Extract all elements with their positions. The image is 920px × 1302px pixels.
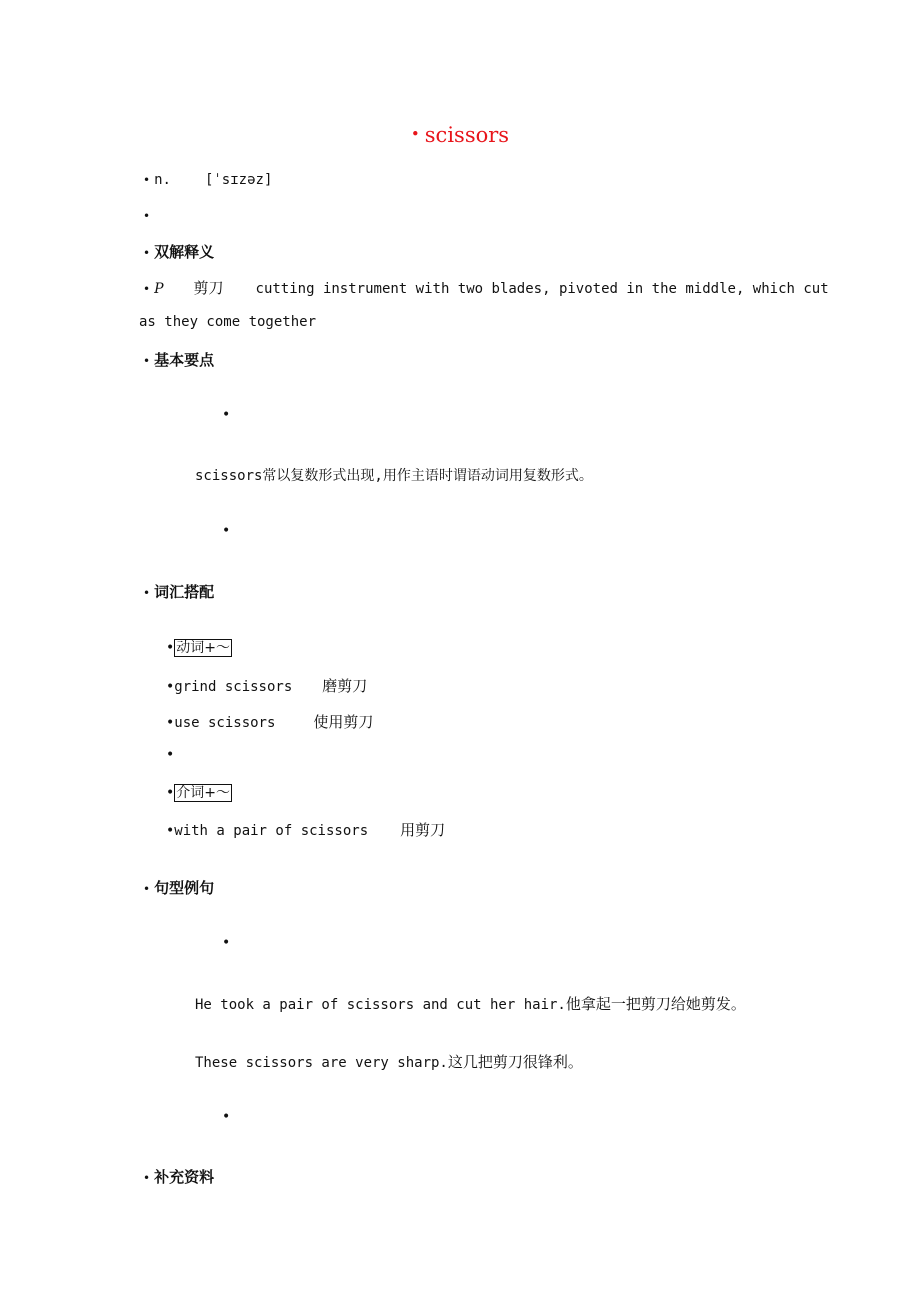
definition-zh: 剪刀 [193,279,224,297]
bullet-icon: • [143,882,151,896]
pos-label: n. [154,172,171,188]
heading-text: 双解释义 [154,243,215,261]
example-sentence [195,993,746,1014]
key-point-text [195,465,593,485]
section-heading-examples [143,877,214,898]
definition-code: P [154,281,164,297]
bullet-icon: • [166,679,175,695]
bullet-icon: • [143,282,151,296]
bullet-icon: • [222,407,231,423]
section-heading-collocations [143,581,214,602]
collocation-group-2 [166,782,232,802]
example-sentence [195,1051,583,1072]
bullet-icon: • [166,785,175,801]
collocation-item [166,711,373,732]
bullet-icon: • [166,640,175,656]
bullet-icon: • [410,125,420,143]
headword: scissors [424,123,510,147]
key-point-sentence: scissors常以复数形式出现,用作主语时谓语动词用复数形式。 [195,468,593,484]
collocation-group-label: 介词+〜 [176,785,230,801]
definition-en: cutting instrument with two blades, pivoted in the middle, which cut [255,281,829,297]
example-en: He took a pair of scissors and cut her hair. [195,997,566,1013]
example-zh: 这几把剪刀很锋利。 [447,1053,583,1071]
definition-en-continued: as they come together [139,314,317,330]
phonetic: [ˈsɪzəz] [204,172,273,188]
bullet-icon: • [166,747,175,763]
heading-text: 基本要点 [154,351,215,369]
bullet-icon: • [222,523,231,539]
section-heading-definition [143,241,214,262]
bullet-icon: • [143,586,151,600]
definition-line-1 [143,277,829,298]
collocation-zh: 磨剪刀 [322,677,368,695]
collocation-en: with a pair of scissors [174,823,369,839]
example-en: These scissors are very sharp. [195,1055,448,1071]
entry-title [0,123,920,147]
empty-bullet [143,205,154,224]
bullet-icon: • [143,246,151,260]
bullet-icon: • [222,1109,231,1125]
bullet-icon: • [143,209,151,223]
collocation-zh: 使用剪刀 [313,713,374,731]
collocation-zh: 用剪刀 [400,821,446,839]
heading-text: 补充资料 [154,1168,215,1186]
collocation-item [166,675,367,696]
section-heading-supplement [143,1166,214,1187]
collocation-en: grind scissors [174,679,293,695]
bullet-icon: • [166,715,175,731]
bullet-icon: • [143,173,151,187]
bullet-icon: • [166,823,175,839]
heading-text: 词汇搭配 [154,583,215,601]
collocation-group-label: 动词+〜 [176,640,230,656]
section-heading-key-points [143,349,214,370]
bullet-icon: • [143,1171,151,1185]
bullet-icon: • [222,935,231,951]
collocation-item [166,819,445,840]
example-zh: 他拿起一把剪刀给她剪发。 [565,995,746,1013]
collocation-group-1 [166,637,232,657]
pos-line [143,169,272,188]
heading-text: 句型例句 [154,879,215,897]
bullet-icon: • [143,354,151,368]
collocation-en: use scissors [174,715,276,731]
